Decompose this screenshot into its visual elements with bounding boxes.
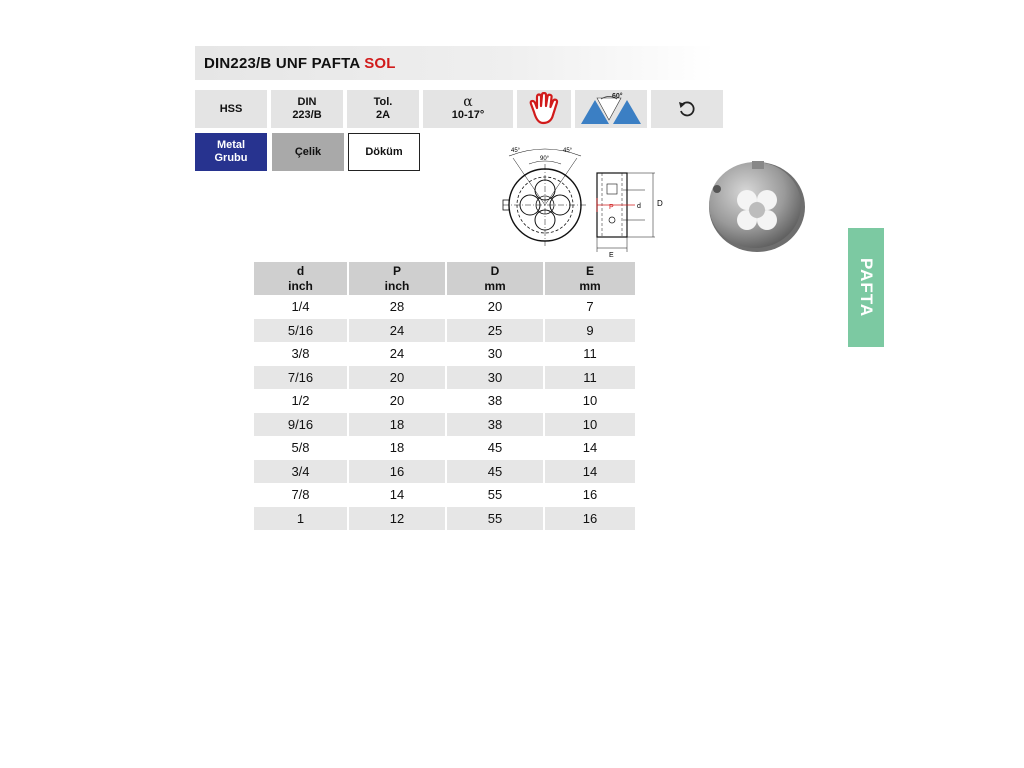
metal-group-label [195,133,267,171]
table-header-row [254,262,635,295]
cell-D: 45 [487,440,503,456]
cell-D: 45 [447,460,543,484]
angle-left-label: 45° [511,148,521,154]
page-title [204,55,396,72]
cell-D: 38 [487,393,503,409]
table-row [254,483,635,507]
cell-d: 5/16 [254,319,347,343]
cell-p: 20 [389,393,405,409]
cell-p: 18 [389,440,405,456]
spec-tolerance [347,90,419,128]
spec-din-line1: DIN [297,96,317,108]
table-row [254,295,635,319]
header-e [545,262,635,295]
cell-p: 28 [389,299,405,315]
metal-group-line1: Metal [216,139,246,151]
dim-p-label: P [609,204,614,211]
left-hand-icon [526,92,562,126]
cell-D: 55 [447,507,543,531]
spec-hand [517,90,571,128]
metal-steel [272,133,344,171]
side-tab [848,228,884,347]
table-row [254,319,635,343]
cell-p: 14 [389,487,405,503]
cell-D: 55 [487,487,503,503]
cell-p: 24 [389,346,405,362]
cell-d: 3/8 [291,346,310,362]
header-D [447,262,543,295]
cell-d: 1/4 [291,299,310,315]
cell-e: 16 [545,507,635,531]
header-D-symbol: D [490,264,500,278]
cell-e: 14 [545,460,635,484]
alpha-symbol: α [463,94,473,110]
header-e-symbol: E [585,264,594,278]
cell-p: 16 [349,460,445,484]
cell-e: 9 [545,319,635,343]
metal-cast [348,133,420,171]
spec-alpha [423,90,513,128]
spec-tol-line1: Tol. [373,96,393,108]
cell-e: 14 [582,440,598,456]
header-D-unit: mm [484,279,506,293]
cell-D: 30 [447,366,543,390]
cell-e: 10 [545,413,635,437]
metal-steel-label: Çelik [294,145,322,158]
angle-center-label: 90° [540,156,550,162]
metal-cast-label: Döküm [365,145,403,158]
table-row [254,342,635,366]
cell-p: 18 [349,413,445,437]
cell-d: 5/8 [291,440,310,456]
cell-D: 20 [487,299,503,315]
cell-D: 25 [447,319,543,343]
header-d-unit: inch [288,279,313,293]
table-row [254,389,635,413]
cell-e: 11 [545,366,635,390]
table-row [254,366,635,390]
cell-d: 3/4 [254,460,347,484]
table-row [254,507,635,531]
metal-group-line2: Grubu [214,152,248,164]
spec-hss [195,90,267,128]
thread-profile-icon [579,92,643,126]
header-d [254,262,347,295]
table-row [254,460,635,484]
table-row [254,413,635,437]
cell-d: 7/8 [291,487,310,503]
header-e-unit: mm [579,279,601,293]
dim-E-label: E [609,252,614,258]
specification-table [252,262,637,530]
spec-din-line2: 223/B [292,109,322,121]
header-p-symbol: P [392,264,401,278]
header-p [349,262,445,295]
spec-thread-profile [575,90,647,128]
spec-din [271,90,343,128]
side-tab-label: PAFTA [857,257,876,318]
table-row [254,436,635,460]
spec-alpha-value: 10-17° [451,109,485,121]
dim-d-small-label: d [637,203,641,210]
cell-p: 24 [349,319,445,343]
cell-D: 30 [487,346,503,362]
cell-d: 1 [254,507,347,531]
cell-D: 38 [447,413,543,437]
spec-rotation [651,90,723,128]
cell-e: 10 [582,393,598,409]
title-accent: SOL [364,54,396,72]
header-d-symbol: d [296,264,305,278]
cell-p: 20 [349,366,445,390]
die-photo [700,155,810,255]
spec-hss-label: HSS [219,102,243,115]
cell-e: 7 [586,299,594,315]
counterclockwise-rotation-icon [677,99,697,119]
cell-d: 7/16 [254,366,347,390]
thread-angle-label: 60° [612,93,623,100]
technical-drawing [495,140,670,258]
cell-e: 16 [582,487,598,503]
cell-d: 9/16 [254,413,347,437]
title-main: DIN223/B UNF PAFTA [204,54,365,72]
spec-tol-line2: 2A [375,109,391,121]
title-bar [195,46,715,80]
angle-right-label: 45° [563,148,573,154]
header-p-unit: inch [384,279,410,293]
cell-e: 11 [583,346,597,362]
dim-D-label: D [657,199,663,208]
cell-p: 12 [349,507,445,531]
cell-d: 1/2 [291,393,310,409]
